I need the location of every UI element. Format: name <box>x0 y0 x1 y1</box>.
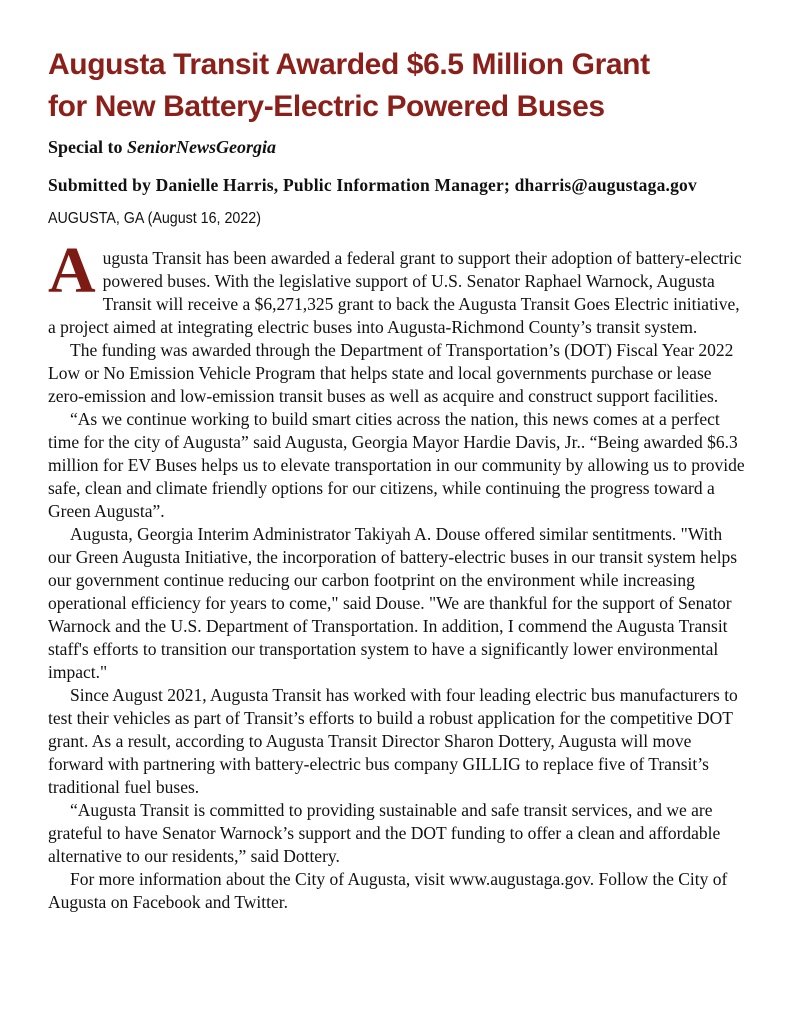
paragraph: Augusta, Georgia Interim Administrator Takiyah A. Douse offered similar sentitments. "With our Green Augusta Initiative, the incorporation of battery-electric buses in our transit system helps our government continue reducing our carbon footprint on the environment while increasing operational efficiency for years to come," said Douse. "We are thankful for the support of Senator Warnock and the U.S. Department of Transportation. In addition, I commend the Augusta Transit staff's efforts to transition our transportation system to have a significantly lower environmental impact." <box>48 524 738 682</box>
paragraph: “Augusta Transit is committed to providing sustainable and safe transit services, and we are grateful to have Senator Warnock’s support and the DOT funding to offer a clean and affordable alternative to our residents,” said Dottery. <box>48 800 721 866</box>
byline-prefix: Special to <box>48 137 127 157</box>
headline <box>48 44 746 128</box>
article-content <box>48 44 746 914</box>
paragraph: “As we continue working to build smart cities across the nation, this news comes at a perfect time for the city of Augusta” said Augusta, Georgia Mayor Hardie Davis, Jr.. “Being awarded $6.3 million for EV Buses helps us to elevate transportation in our community by allowing us to provide safe, clean and climate friendly options for our citizens, while continuing the progress toward a Green Augusta”. <box>48 409 745 521</box>
article-body <box>48 234 746 914</box>
paragraph: The funding was awarded through the Department of Transportation’s (DOT) Fiscal Year 2022 Low or No Emission Vehicle Program that helps state and local governments purchase or lease zero-emission and low-emission transit buses as well as acquire and construct support facilities. <box>48 340 734 406</box>
paragraph: Since August 2021, Augusta Transit has worked with four leading electric bus manufacturers to test their vehicles as part of Transit’s efforts to build a robust application for the competitive DOT grant. As a result, according to Augusta Transit Director Sharon Dottery, Augusta will move forward with partnering with battery-electric bus company GILLIG to replace five of Transit’s traditional fuel buses. <box>48 685 738 797</box>
byline <box>48 137 746 158</box>
headline-line-2: for New Battery-Electric Powered Buses <box>48 90 605 123</box>
byline-publication: SeniorNewsGeorgia <box>127 137 277 157</box>
submitted-line: Submitted by Danielle Harris, Public Information Manager; dharris@augustaga.gov <box>48 175 697 195</box>
paragraph: For more information about the City of Augusta, visit www.augustaga.gov. Follow the City of Augusta on Facebook and Twitter. <box>48 869 728 912</box>
paragraph <box>48 234 746 339</box>
drop-cap: A <box>48 234 96 307</box>
dateline: AUGUSTA, GA (August 16, 2022) <box>48 210 261 227</box>
headline-line-1: Augusta Transit Awarded $6.5 Million Grant <box>48 48 650 81</box>
paragraph-text: ugusta Transit has been awarded a federal grant to support their adoption of battery-electric powered buses. With the legislative support of U.S. Senator Raphael Warnock, Augusta Transit will receive a $6,271,325 grant to back the Augusta Transit Goes Electric initiative, a project aimed at integrating electric buses into Augusta-Richmond County’s transit system. <box>48 248 742 337</box>
